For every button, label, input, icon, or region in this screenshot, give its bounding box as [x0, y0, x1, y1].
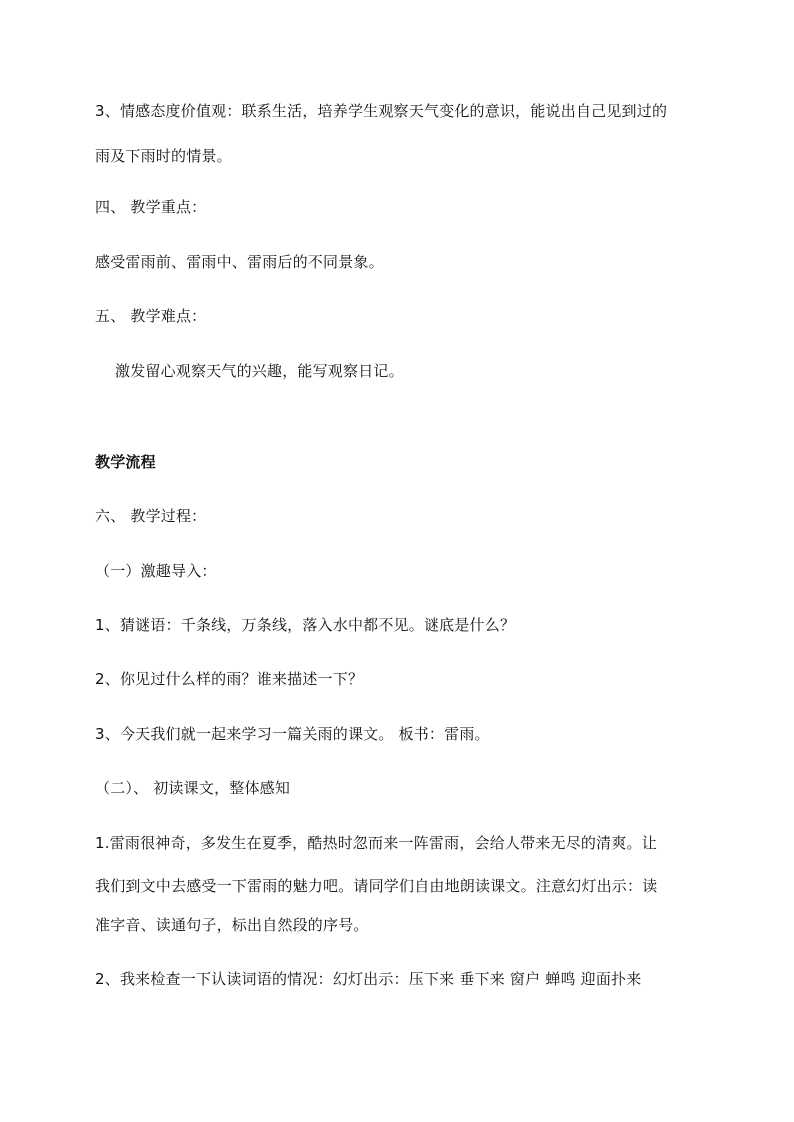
paragraph-line: 1.雷雨很神奇，多发生在夏季，酷热时忽而来一阵雷雨，会给人带来无尽的清爽。让: [95, 834, 657, 852]
paragraph-line: 2、你见过什么样的雨？谁来描述一下？: [95, 670, 364, 688]
paragraph-line: 3、情感态度价值观：联系生活，培养学生观察天气变化的意识，能说出自己见到过的: [95, 102, 668, 120]
paragraph-line: 准字音、读通句子，标出自然段的序号。: [95, 916, 369, 934]
section-heading: 五、 教学难点：: [95, 307, 207, 325]
section-heading: 四、 教学重点：: [95, 198, 207, 216]
subsection-heading: （一）激趣导入：: [95, 562, 217, 580]
paragraph-line: 3、今天我们就一起来学习一篇关雨的课文。 板书：雷雨。: [95, 725, 490, 743]
paragraph-line: 雨及下雨时的情景。: [95, 147, 232, 165]
paragraph-line: 1、猜谜语：千条线，万条线，落入水中都不见。谜底是什么？: [95, 616, 516, 634]
paragraph-line: 我们到文中去感受一下雷雨的魅力吧。请同学们自由地朗读课文。注意幻灯出示：读: [95, 877, 658, 895]
subsection-heading: （二）、 初读课文，整体感知: [95, 779, 291, 797]
paragraph-line: 感受雷雨前、雷雨中、雷雨后的不同景象。: [95, 253, 384, 271]
paragraph-line: 激发留心观察天气的兴趣，能写观察日记。: [115, 362, 404, 380]
paragraph-line: 2、我来检查一下认读词语的情况：幻灯出示：压下来 垂下来 窗户 蝉鸣 迎面扑来: [95, 970, 642, 988]
section-heading: 六、 教学过程：: [95, 507, 207, 525]
bold-heading: 教学流程: [95, 453, 156, 471]
